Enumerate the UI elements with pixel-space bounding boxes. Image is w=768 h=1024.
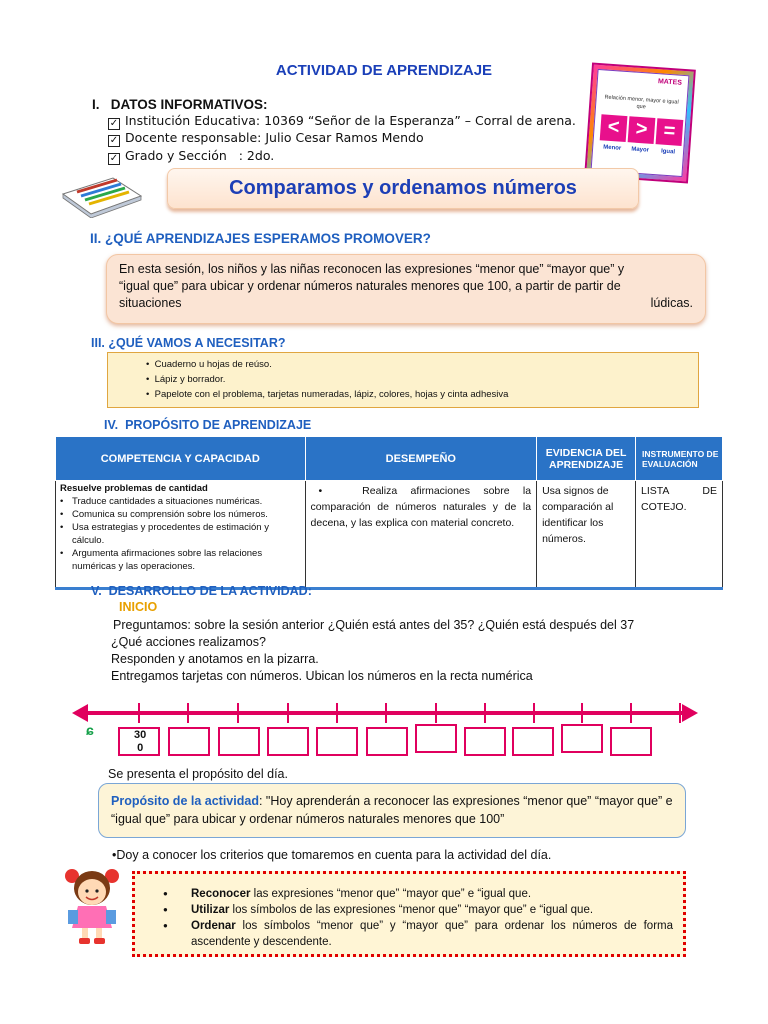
inicio-line: Responden y anotamos en la pizarra. xyxy=(111,652,319,666)
number-card-value xyxy=(134,729,146,755)
competencia-title: Resuelve problemas de cantidad xyxy=(60,483,208,494)
criterio-bold: Ordenar xyxy=(191,920,236,932)
section-5-heading xyxy=(91,584,312,598)
criterios-box xyxy=(132,871,686,957)
number-card xyxy=(415,724,457,753)
section-4-title: PROPÓSITO DE APRENDIZAJE xyxy=(125,418,312,432)
competencia-text: Argumenta afirmaciones sobre las relaciones numéricas y las operaciones. xyxy=(72,548,263,572)
number-card xyxy=(316,727,358,756)
number-card xyxy=(118,727,160,756)
criterio-item xyxy=(155,886,683,902)
competencia-text: Usa estrategias y procedentes de estimación y cálculo. xyxy=(72,522,269,546)
aprendizajes-line-3a: situaciones xyxy=(119,296,182,310)
poster-subtitle: Relación menor, mayor e igual que xyxy=(604,94,679,111)
competencia-text: Traduce cantidades a situaciones numéricas. xyxy=(72,496,263,507)
inicio-text xyxy=(111,617,751,685)
poster-label-menor: Menor xyxy=(602,144,622,152)
poster-image xyxy=(584,63,696,184)
poster-label-mayor: Mayor xyxy=(631,146,650,154)
checkbox-icon: ✓ xyxy=(109,118,119,129)
material-text: Lápiz y borrador. xyxy=(154,374,226,385)
criterio-bold: Reconocer xyxy=(191,888,251,900)
svg-text:ɕ: ɕ xyxy=(86,722,94,735)
criterio-text: las expresiones “menor que” “mayor que” e “igual que. xyxy=(250,888,532,900)
session-title-banner xyxy=(167,168,639,209)
datos-item-docente xyxy=(108,130,424,147)
header-competencia: COMPETENCIA Y CAPACIDAD xyxy=(56,437,306,481)
datos-text: Docente responsable: Julio Cesar Ramos Mendo xyxy=(125,130,424,145)
material-item: • Papelote con el problema, tarjetas numeradas, lápiz, colores, hojas y cinta adhesiva xyxy=(146,389,509,400)
criterio-item xyxy=(155,902,683,918)
section-4-heading xyxy=(104,418,311,432)
aprendizajes-line-3b: lúdicas. xyxy=(650,296,693,310)
criterio-text: los símbolos de las expresiones “menor que” “mayor que” e “igual que. xyxy=(229,904,594,916)
session-title: Comparamos y ordenamos números xyxy=(229,177,577,199)
number-card xyxy=(561,724,603,753)
equal-symbol: = xyxy=(656,118,684,146)
aprendizajes-line-3 xyxy=(119,295,693,312)
proposito-table xyxy=(55,436,723,590)
cell-competencia xyxy=(56,481,306,589)
desempeno-text: Realiza afirmaciones sobre la comparación de números naturales y de la decena, y las explica con material concreto. xyxy=(310,485,532,529)
proposito-box xyxy=(98,783,686,838)
header-instrumento: INSTRUMENTO DE EVALUACIÓN xyxy=(636,437,723,481)
aprendizajes-box xyxy=(106,254,706,324)
number-card xyxy=(168,727,210,756)
competencia-item: • Traduce cantidades a situaciones numéricas. xyxy=(60,496,263,507)
criterio-text: los símbolos “menor que” y “mayor que” para ordenar los números de forma ascendente y descendente. xyxy=(191,920,673,948)
poster-top: MATES xyxy=(657,78,683,87)
materiales-box xyxy=(107,352,699,408)
criterios-intro-text: Doy a conocer los criterios que tomaremos en cuenta para la actividad del día. xyxy=(116,848,552,862)
number-card xyxy=(366,727,408,756)
section-3-number: III. xyxy=(91,336,105,350)
section-5-title: DESARROLLO DE LA ACTIVIDAD: xyxy=(108,584,312,598)
number-line-left-arrow xyxy=(72,704,88,722)
presenta-proposito-line: Se presenta el propósito del día. xyxy=(108,767,288,781)
notebook-pencils-icon xyxy=(55,168,145,218)
number-card-value-a: 30 xyxy=(134,729,147,741)
criterio-bold: Utilizar xyxy=(191,904,230,916)
greater-than-symbol: > xyxy=(628,116,656,144)
criterio-item xyxy=(155,918,683,950)
section-1-heading xyxy=(92,97,268,112)
number-card xyxy=(267,727,309,756)
number-card xyxy=(218,727,260,756)
number-card xyxy=(610,727,652,756)
criterios-intro: •Doy a conocer los criterios que tomaremos en cuenta para la actividad del día. xyxy=(112,848,552,862)
section-4-number: IV. xyxy=(104,418,119,432)
competencia-item: • Argumenta afirmaciones sobre las relaciones numéricas y las operaciones. xyxy=(60,547,301,573)
material-text: Cuaderno u hojas de reúso. xyxy=(154,359,272,370)
cell-instrumento: LISTA DE COTEJO. xyxy=(636,481,723,589)
number-line-right-arrow xyxy=(682,704,698,722)
girl-illustration xyxy=(62,862,122,946)
datos-text: Grado y Sección : 2do. xyxy=(125,148,275,163)
cell-evidencia: Usa signos de comparación al identificar los números. xyxy=(537,481,636,589)
datos-text: Institución Educativa: 10369 “Señor de la Esperanza” – Corral de arena. xyxy=(125,113,576,128)
header-evidencia: EVIDENCIA DEL APRENDIZAJE xyxy=(537,437,636,481)
aprendizajes-line-1: En esta sesión, los niños y las niñas reconocen las expresiones “menor que” “mayor que” y xyxy=(119,262,625,276)
table-row xyxy=(56,481,723,589)
checkbox-icon: ✓ xyxy=(109,153,119,164)
section-1-title: DATOS INFORMATIVOS: xyxy=(110,97,268,112)
proposito-label: Propósito de la actividad xyxy=(111,794,259,808)
inicio-label: INICIO xyxy=(119,600,158,614)
section-3-heading xyxy=(91,336,285,350)
table-header-row xyxy=(56,437,723,481)
header-desempeno: DESEMPEÑO xyxy=(305,437,537,481)
inicio-line: Entregamos tarjetas con números. Ubican los números en la recta numérica xyxy=(111,669,533,683)
section-2-heading xyxy=(90,231,431,246)
section-5-number: V. xyxy=(91,584,102,598)
inicio-line: Preguntamos: sobre la sesión anterior ¿Quién está antes del 35? ¿Quién está después del 37 xyxy=(113,618,635,632)
section-1-number: I. xyxy=(92,97,100,112)
number-card xyxy=(464,727,506,756)
material-text: Papelote con el problema, tarjetas numeradas, lápiz, colores, hojas y cinta adhesiva xyxy=(154,389,509,400)
inicio-line: ¿Qué acciones realizamos? xyxy=(111,635,266,649)
competencia-item: • Comunica su comprensión sobre los números. xyxy=(60,509,268,520)
material-item: • Cuaderno u hojas de reúso. xyxy=(146,359,272,370)
datos-item-institucion xyxy=(108,113,576,130)
competencia-item: • Usa estrategias y procedentes de estimación y cálculo. xyxy=(60,521,301,547)
cell-desempeno: • Realiza afirmaciones sobre la comparación de números naturales y de la decena, y las explica con material concreto. xyxy=(305,481,537,589)
aprendizajes-line-2: “igual que” para ubicar y ordenar números naturales menores que 100, a partir de partir de xyxy=(119,279,621,293)
document-title: ACTIVIDAD DE APRENDIZAJE xyxy=(275,62,493,79)
proposito-text: : "Hoy aprenderán a reconocer las expresiones “menor que” “mayor que” e “igual que” para ubicar y ordenar números naturales menores que 100” xyxy=(111,794,673,826)
number-card-value-b: 0 xyxy=(137,742,144,754)
material-item: • Lápiz y borrador. xyxy=(146,374,226,385)
poster-label-igual: Igual xyxy=(660,148,676,156)
less-than-symbol: < xyxy=(600,114,628,142)
competencia-text: Comunica su comprensión sobre los números. xyxy=(72,509,268,520)
section-2-number: II. xyxy=(90,231,102,246)
section-3-title: ¿QUÉ VAMOS A NECESITAR? xyxy=(108,336,286,350)
datos-item-grado xyxy=(108,148,274,165)
checkbox-icon: ✓ xyxy=(109,135,119,146)
section-2-title: ¿QUÉ APRENDIZAJES ESPERAMOS PROMOVER? xyxy=(105,231,431,246)
number-card xyxy=(512,727,554,756)
